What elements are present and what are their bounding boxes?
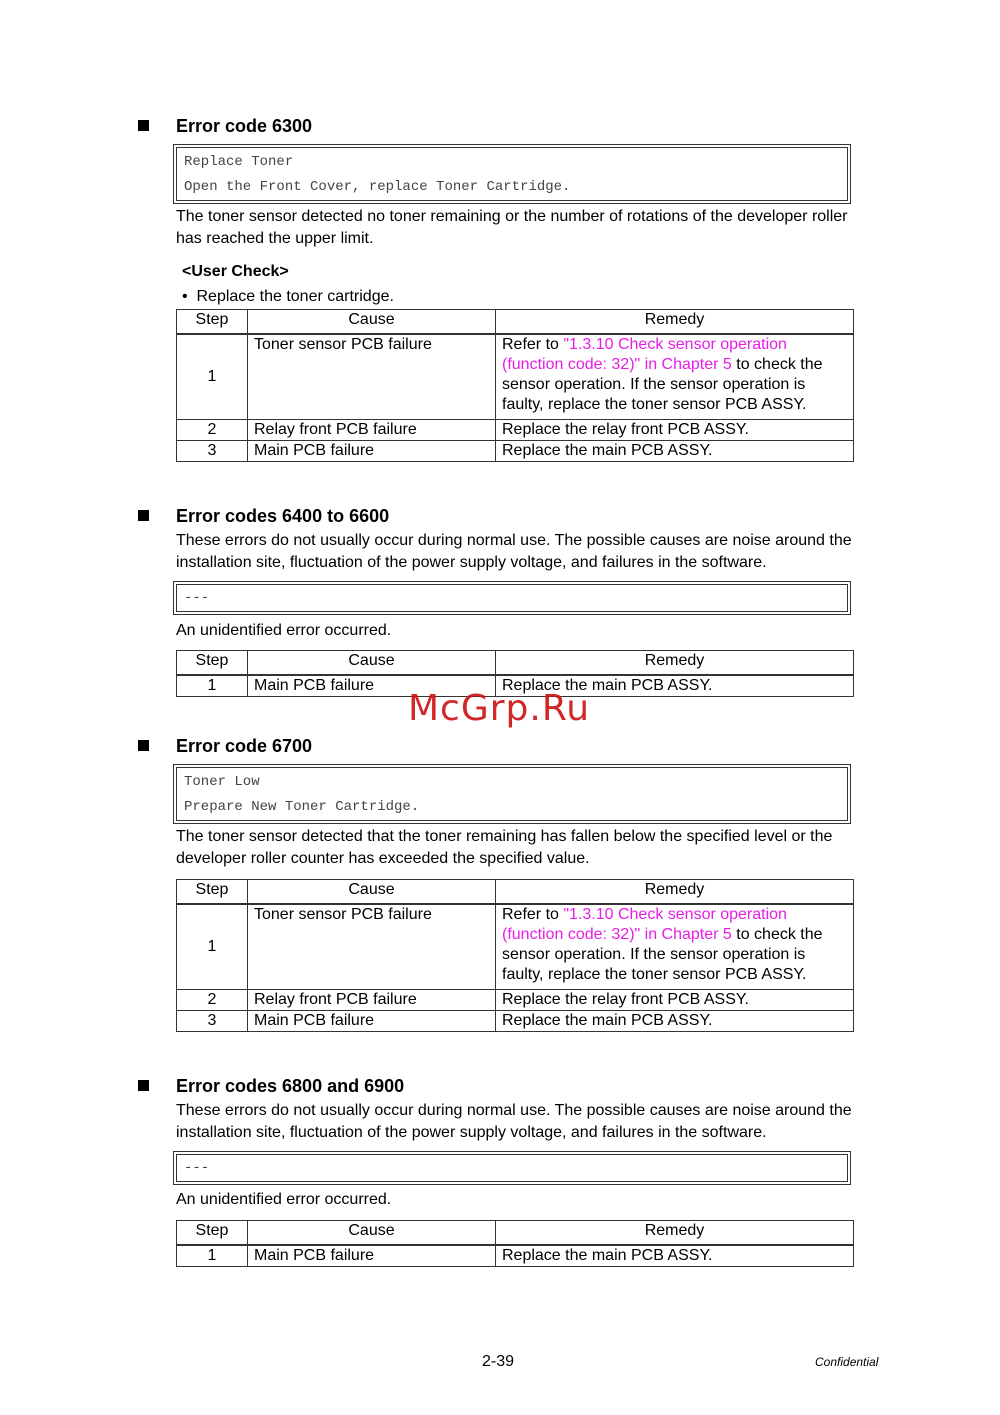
step-cell: 1 bbox=[177, 334, 248, 419]
table-row bbox=[177, 334, 854, 419]
step-cell: 1 bbox=[177, 1245, 248, 1267]
square-bullet-icon bbox=[138, 510, 149, 521]
lcd-message-box bbox=[176, 147, 848, 201]
remedy-cell: Refer to "1.3.10 Check sensor operation (function code: 32)" in Chapter 5 to check the sensor operation. If the sensor operation is faulty, replace the toner sensor PCB ASSY. bbox=[496, 334, 854, 419]
cause-cell: Toner sensor PCB failure bbox=[248, 334, 496, 419]
error-description: The toner sensor detected no toner remaining or the number of rotations of the developer roller has reached the upper limit. bbox=[176, 208, 848, 247]
user-check-title: <User Check> bbox=[182, 263, 289, 280]
chapter-link[interactable]: "1.3.10 Check sensor operation (function code: 32)" in Chapter 5 bbox=[502, 336, 787, 373]
cause-cell: Main PCB failure bbox=[248, 1245, 496, 1267]
remedy-cell: Replace the relay front PCB ASSY. bbox=[496, 419, 854, 440]
remedy-cell: Replace the main PCB ASSY. bbox=[496, 1245, 854, 1267]
table-header-row bbox=[177, 310, 854, 335]
lcd-line-2: Open the Front Cover, replace Toner Cartridge. bbox=[184, 179, 571, 195]
step-cell: 1 bbox=[177, 675, 248, 697]
header-step: Step bbox=[177, 1221, 248, 1246]
header-cause: Cause bbox=[248, 310, 496, 335]
remedy-cell: Refer to "1.3.10 Check sensor operation (function code: 32)" in Chapter 5 to check the sensor operation. If the sensor operation is faulty, replace the toner sensor PCB ASSY. bbox=[496, 904, 854, 989]
lcd-line-2: Prepare New Toner Cartridge. bbox=[184, 799, 420, 815]
table-row bbox=[177, 440, 854, 461]
cause-cell: Relay front PCB failure bbox=[248, 419, 496, 440]
step-cell: 3 bbox=[177, 440, 248, 461]
lcd-message-box bbox=[176, 767, 848, 821]
header-step: Step bbox=[177, 310, 248, 335]
table-row bbox=[177, 904, 854, 989]
header-remedy: Remedy bbox=[496, 880, 854, 905]
user-check-item: • Replace the toner cartridge. bbox=[182, 288, 394, 305]
cause-cell: Main PCB failure bbox=[248, 1010, 496, 1031]
table-row bbox=[177, 989, 854, 1010]
table-row bbox=[177, 419, 854, 440]
header-step: Step bbox=[177, 880, 248, 905]
header-remedy: Remedy bbox=[496, 310, 854, 335]
table-header-row bbox=[177, 1221, 854, 1246]
lcd-line-1: Toner Low bbox=[184, 774, 260, 790]
remedy-cell: Replace the relay front PCB ASSY. bbox=[496, 989, 854, 1010]
header-remedy: Remedy bbox=[496, 651, 854, 676]
lcd-line-1: --- bbox=[184, 1160, 210, 1176]
chapter-link[interactable]: "1.3.10 Check sensor operation (function code: 32)" in Chapter 5 bbox=[502, 906, 787, 943]
header-cause: Cause bbox=[248, 880, 496, 905]
square-bullet-icon bbox=[138, 740, 149, 751]
error-intro: These errors do not usually occur during normal use. The possible causes are noise around the installation site, fluctuation of the power supply voltage, and failures in the software. bbox=[176, 1102, 852, 1141]
error-description: An unidentified error occurred. bbox=[176, 1191, 392, 1208]
section-heading-6700: Error code 6700 bbox=[138, 735, 312, 757]
step-cell: 1 bbox=[177, 904, 248, 989]
header-remedy: Remedy bbox=[496, 1221, 854, 1246]
header-cause: Cause bbox=[248, 1221, 496, 1246]
table-header-row bbox=[177, 880, 854, 905]
section-heading-6400-6600: Error codes 6400 to 6600 bbox=[138, 505, 389, 527]
confidential-label: Confidential bbox=[815, 1355, 879, 1369]
error-description: An unidentified error occurred. bbox=[176, 622, 392, 639]
header-cause: Cause bbox=[248, 651, 496, 676]
square-bullet-icon bbox=[138, 120, 149, 131]
remedy-table-6300 bbox=[176, 309, 854, 462]
cause-cell: Toner sensor PCB failure bbox=[248, 904, 496, 989]
remedy-table-6800-6900 bbox=[176, 1220, 854, 1267]
remedy-cell: Replace the main PCB ASSY. bbox=[496, 440, 854, 461]
step-cell: 2 bbox=[177, 989, 248, 1010]
lcd-line-1: --- bbox=[184, 590, 210, 606]
watermark: McGrp.Ru bbox=[408, 688, 591, 729]
section-heading-6800-6900: Error codes 6800 and 6900 bbox=[138, 1075, 404, 1097]
table-row bbox=[177, 1010, 854, 1031]
header-step: Step bbox=[177, 651, 248, 676]
lcd-message-box bbox=[176, 584, 848, 612]
remedy-cell: Replace the main PCB ASSY. bbox=[496, 675, 854, 697]
remedy-cell: Replace the main PCB ASSY. bbox=[496, 1010, 854, 1031]
square-bullet-icon bbox=[138, 1080, 149, 1091]
error-intro: These errors do not usually occur during normal use. The possible causes are noise around the installation site, fluctuation of the power supply voltage, and failures in the software. bbox=[176, 532, 852, 571]
section-heading-6300: Error code 6300 bbox=[138, 115, 312, 137]
lcd-line-1: Replace Toner bbox=[184, 154, 294, 170]
cause-cell: Main PCB failure bbox=[248, 440, 496, 461]
table-header-row bbox=[177, 651, 854, 676]
step-cell: 2 bbox=[177, 419, 248, 440]
lcd-message-box bbox=[176, 1154, 848, 1182]
page-number: 2-39 bbox=[482, 1353, 515, 1370]
cause-cell: Main PCB failure bbox=[248, 675, 496, 697]
table-row bbox=[177, 1245, 854, 1267]
step-cell: 3 bbox=[177, 1010, 248, 1031]
remedy-table-6700 bbox=[176, 879, 854, 1032]
error-description: The toner sensor detected that the toner remaining has fallen below the specified level or the developer roller counter has exceeded the specified value. bbox=[176, 828, 833, 867]
cause-cell: Relay front PCB failure bbox=[248, 989, 496, 1010]
